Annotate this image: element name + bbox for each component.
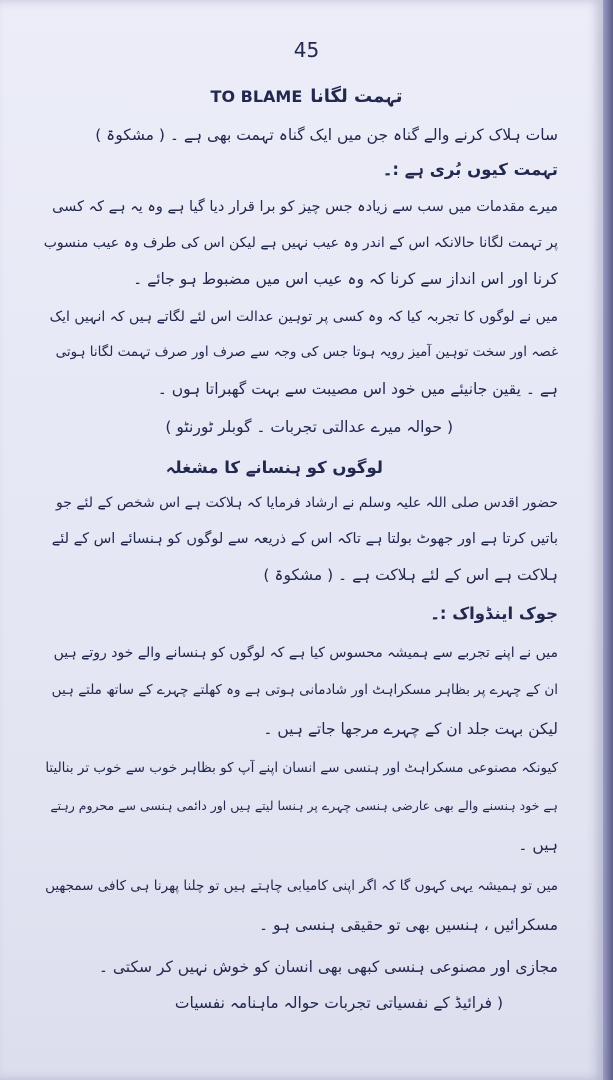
text-line: میں نے اپنے تجربے سے ہمیشہ محسوس کیا ہے کہ لوگوں کو ہنسانے والے خود روتے ہیں — [53, 645, 558, 661]
text-line: باتیں کرتا ہے اور جھوٹ بولتا ہے تاکہ اس کے ذریعہ سے لوگوں کو ہنسائے اس کے لئے — [51, 531, 558, 547]
text-line: لیکن بہت جلد ان کے چہرے مرجھا جاتے ہیں ۔ — [263, 720, 558, 738]
text-line: غصہ اور سخت توہین آمیز رویہ ہوتا جس کی وجہ سے صرف اور صرف تہمت لگانا ہوتی — [55, 344, 558, 360]
page-edge-shadow — [603, 0, 613, 1080]
reference-line: ( فرائیڈ کے نفسیاتی تجربات حوالہ ماہنامہ نفسیات — [174, 994, 503, 1012]
heading-making-people-laugh: لوگوں کو ہنسانے کا مشغلہ — [165, 458, 383, 477]
text-line: ان کے چہرے پر بظاہر مسکراہٹ اور شادمانی ہوتی ہے وہ کھلتے چہرے کے ساتھ ملتے ہیں — [51, 682, 558, 698]
reference-line: ( حوالہ میرے عدالتی تجربات ۔ گوبلر ٹورنٹو ) — [165, 418, 453, 436]
title-urdu: تہمت لگانا — [310, 86, 403, 107]
title-english: TO BLAME — [210, 87, 303, 106]
text-line: ہلاکت ہے اس کے لئے ہلاکت ہے ۔ ( مشکوۃ ) — [263, 566, 558, 584]
intro-line: سات ہلاک کرنے والے گناہ جن میں ایک گناہ تہمت بھی ہے ۔ ( مشکوۃ ) — [95, 126, 558, 144]
text-line: حضور اقدس صلی اللہ علیہ وسلم نے ارشاد فرمایا کہ ہلاکت ہے اس شخص کے لئے جو — [56, 495, 558, 511]
text-line: ہے خود ہنسنے والے بھی عارضی ہنسی چہرے پر ہنسا لیتے ہیں اور دائمی ہنسی سے محروم رہتے — [50, 798, 558, 813]
text-line: مسکرائیں ، ہنسیں بھی تو حقیقی ہنسی ہو ۔ — [258, 916, 558, 934]
text-line: ہیں ۔ — [518, 836, 558, 854]
text-line: میں تو ہمیشہ یہی کہوں گا کہ اگر اپنی کامیابی چاہتے ہیں تو چلنا پھرنا ہی کافی سمجھیں — [45, 878, 558, 894]
heading-why-blame-bad: تہمت کیوں بُری ہے :۔ — [382, 160, 558, 179]
heading-joke-and-walk: جوک اینڈواک :۔ — [430, 604, 558, 623]
text-line: کیونکہ مصنوعی مسکراہٹ اور ہنسی سے انسان اپنے آپ کو بظاہر خوب سے خوب تر بنالیتا — [45, 760, 558, 776]
page-title — [0, 88, 613, 106]
text-line: میرے مقدمات میں سب سے زیادہ جس چیز کو برا قرار دیا گیا ہے وہ یہ ہے کہ کسی — [52, 199, 558, 215]
text-line: کرنا اور اس انداز سے کرنا کہ وہ عیب اس میں مضبوط ہو جائے ۔ — [133, 270, 558, 288]
text-line: ہے ۔ یقین جانیئے میں خود اس مصیبت سے بہت گھبراتا ہوں ۔ — [157, 380, 558, 398]
text-line: مجازی اور مصنوعی ہنسی کبھی بھی انسان کو خوش نہیں کر سکتی ۔ — [98, 958, 558, 976]
page-number: 45 — [293, 38, 320, 62]
text-line: پر تہمت لگانا حالانکہ اس کے اندر وہ عیب نہیں ہے لیکن اس کی طرف وہ عیب منسوب — [43, 235, 558, 251]
text-line: میں نے لوگوں کا تجربہ کیا کہ وہ کسی پر توہین عدالت اس لئے لگاتے ہیں کہ انہیں ایک — [49, 309, 558, 325]
